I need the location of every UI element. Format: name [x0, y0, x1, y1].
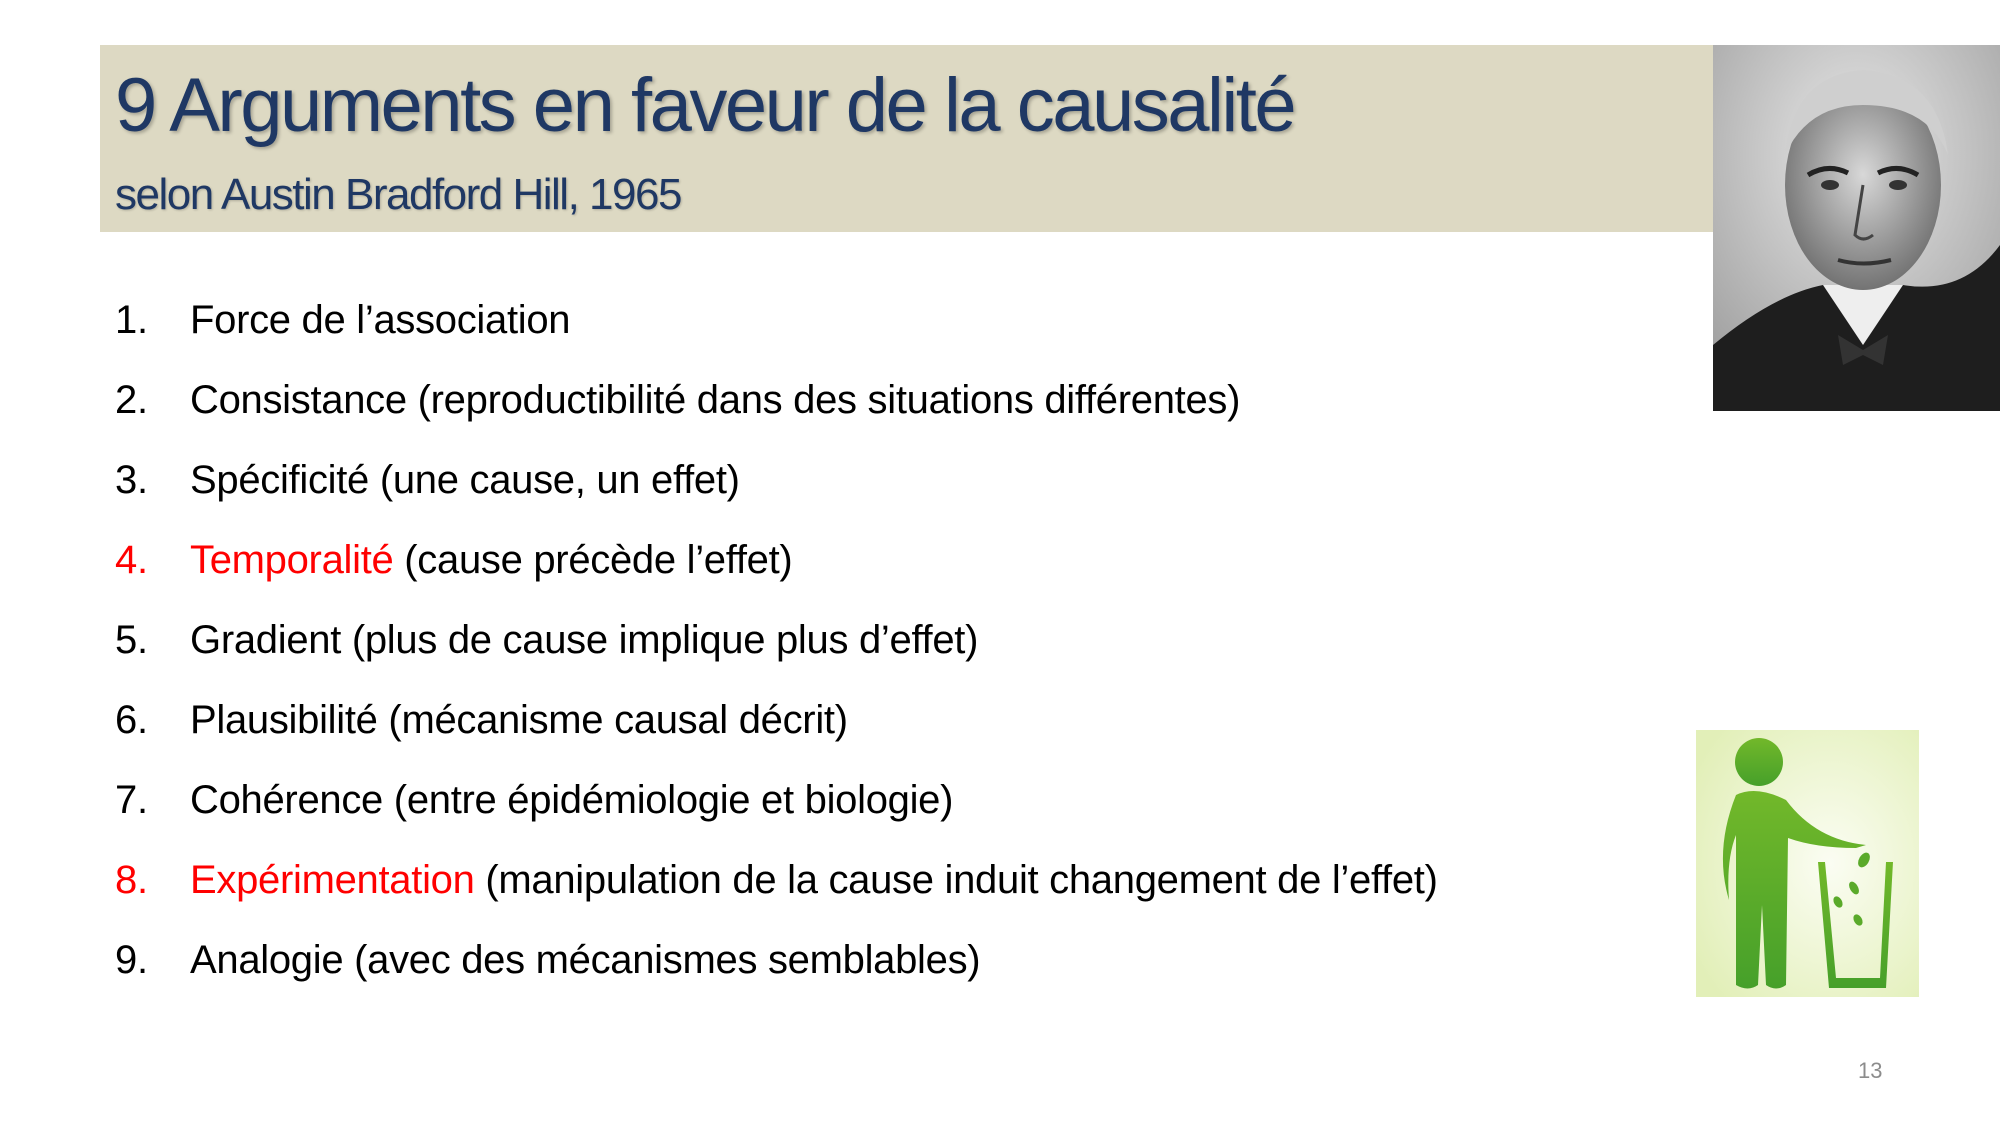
item-highlight: Temporalité [190, 537, 394, 582]
item-number: 5. [115, 617, 148, 662]
item-text: Spécificité (une cause, un effet) [190, 457, 740, 502]
list-item [115, 600, 1438, 680]
item-text: Plausibilité (mécanisme causal décrit) [190, 697, 848, 742]
page-number: 13 [1858, 1058, 1883, 1083]
item-text: (cause précède l’effet) [393, 537, 793, 582]
list-item [115, 520, 1438, 600]
list-item [115, 360, 1438, 440]
slide-title: 9 Arguments en faveur de la causalité [115, 63, 1295, 148]
slide-subtitle: selon Austin Bradford Hill, 1965 [115, 170, 681, 219]
item-number: 7. [115, 777, 148, 822]
list-item [115, 440, 1438, 520]
item-number: 3. [115, 457, 148, 502]
list-item [115, 920, 1438, 1000]
list-item [115, 680, 1438, 760]
item-text: Gradient (plus de cause implique plus d’effet) [190, 617, 979, 662]
litter-bin-icon [1696, 730, 1919, 997]
item-number: 4. [115, 537, 148, 582]
portrait-photo [1713, 45, 2000, 411]
item-text: Force de l’association [190, 297, 571, 342]
item-number: 6. [115, 697, 148, 742]
item-number: 2. [115, 377, 148, 422]
item-highlight: Expérimentation [190, 857, 475, 902]
list-item [115, 840, 1438, 920]
item-text: (manipulation de la cause induit changement de l’effet) [474, 857, 1438, 902]
item-number: 8. [115, 857, 148, 902]
item-number: 9. [115, 937, 148, 982]
item-text: Cohérence (entre épidémiologie et biologie) [190, 777, 954, 822]
item-text: Consistance (reproductibilité dans des situations différentes) [190, 377, 1241, 422]
item-number: 1. [115, 297, 148, 342]
list-item [115, 280, 1438, 360]
list-item [115, 760, 1438, 840]
criteria-list [115, 280, 1438, 1000]
item-text: Analogie (avec des mécanismes semblables) [190, 937, 981, 982]
